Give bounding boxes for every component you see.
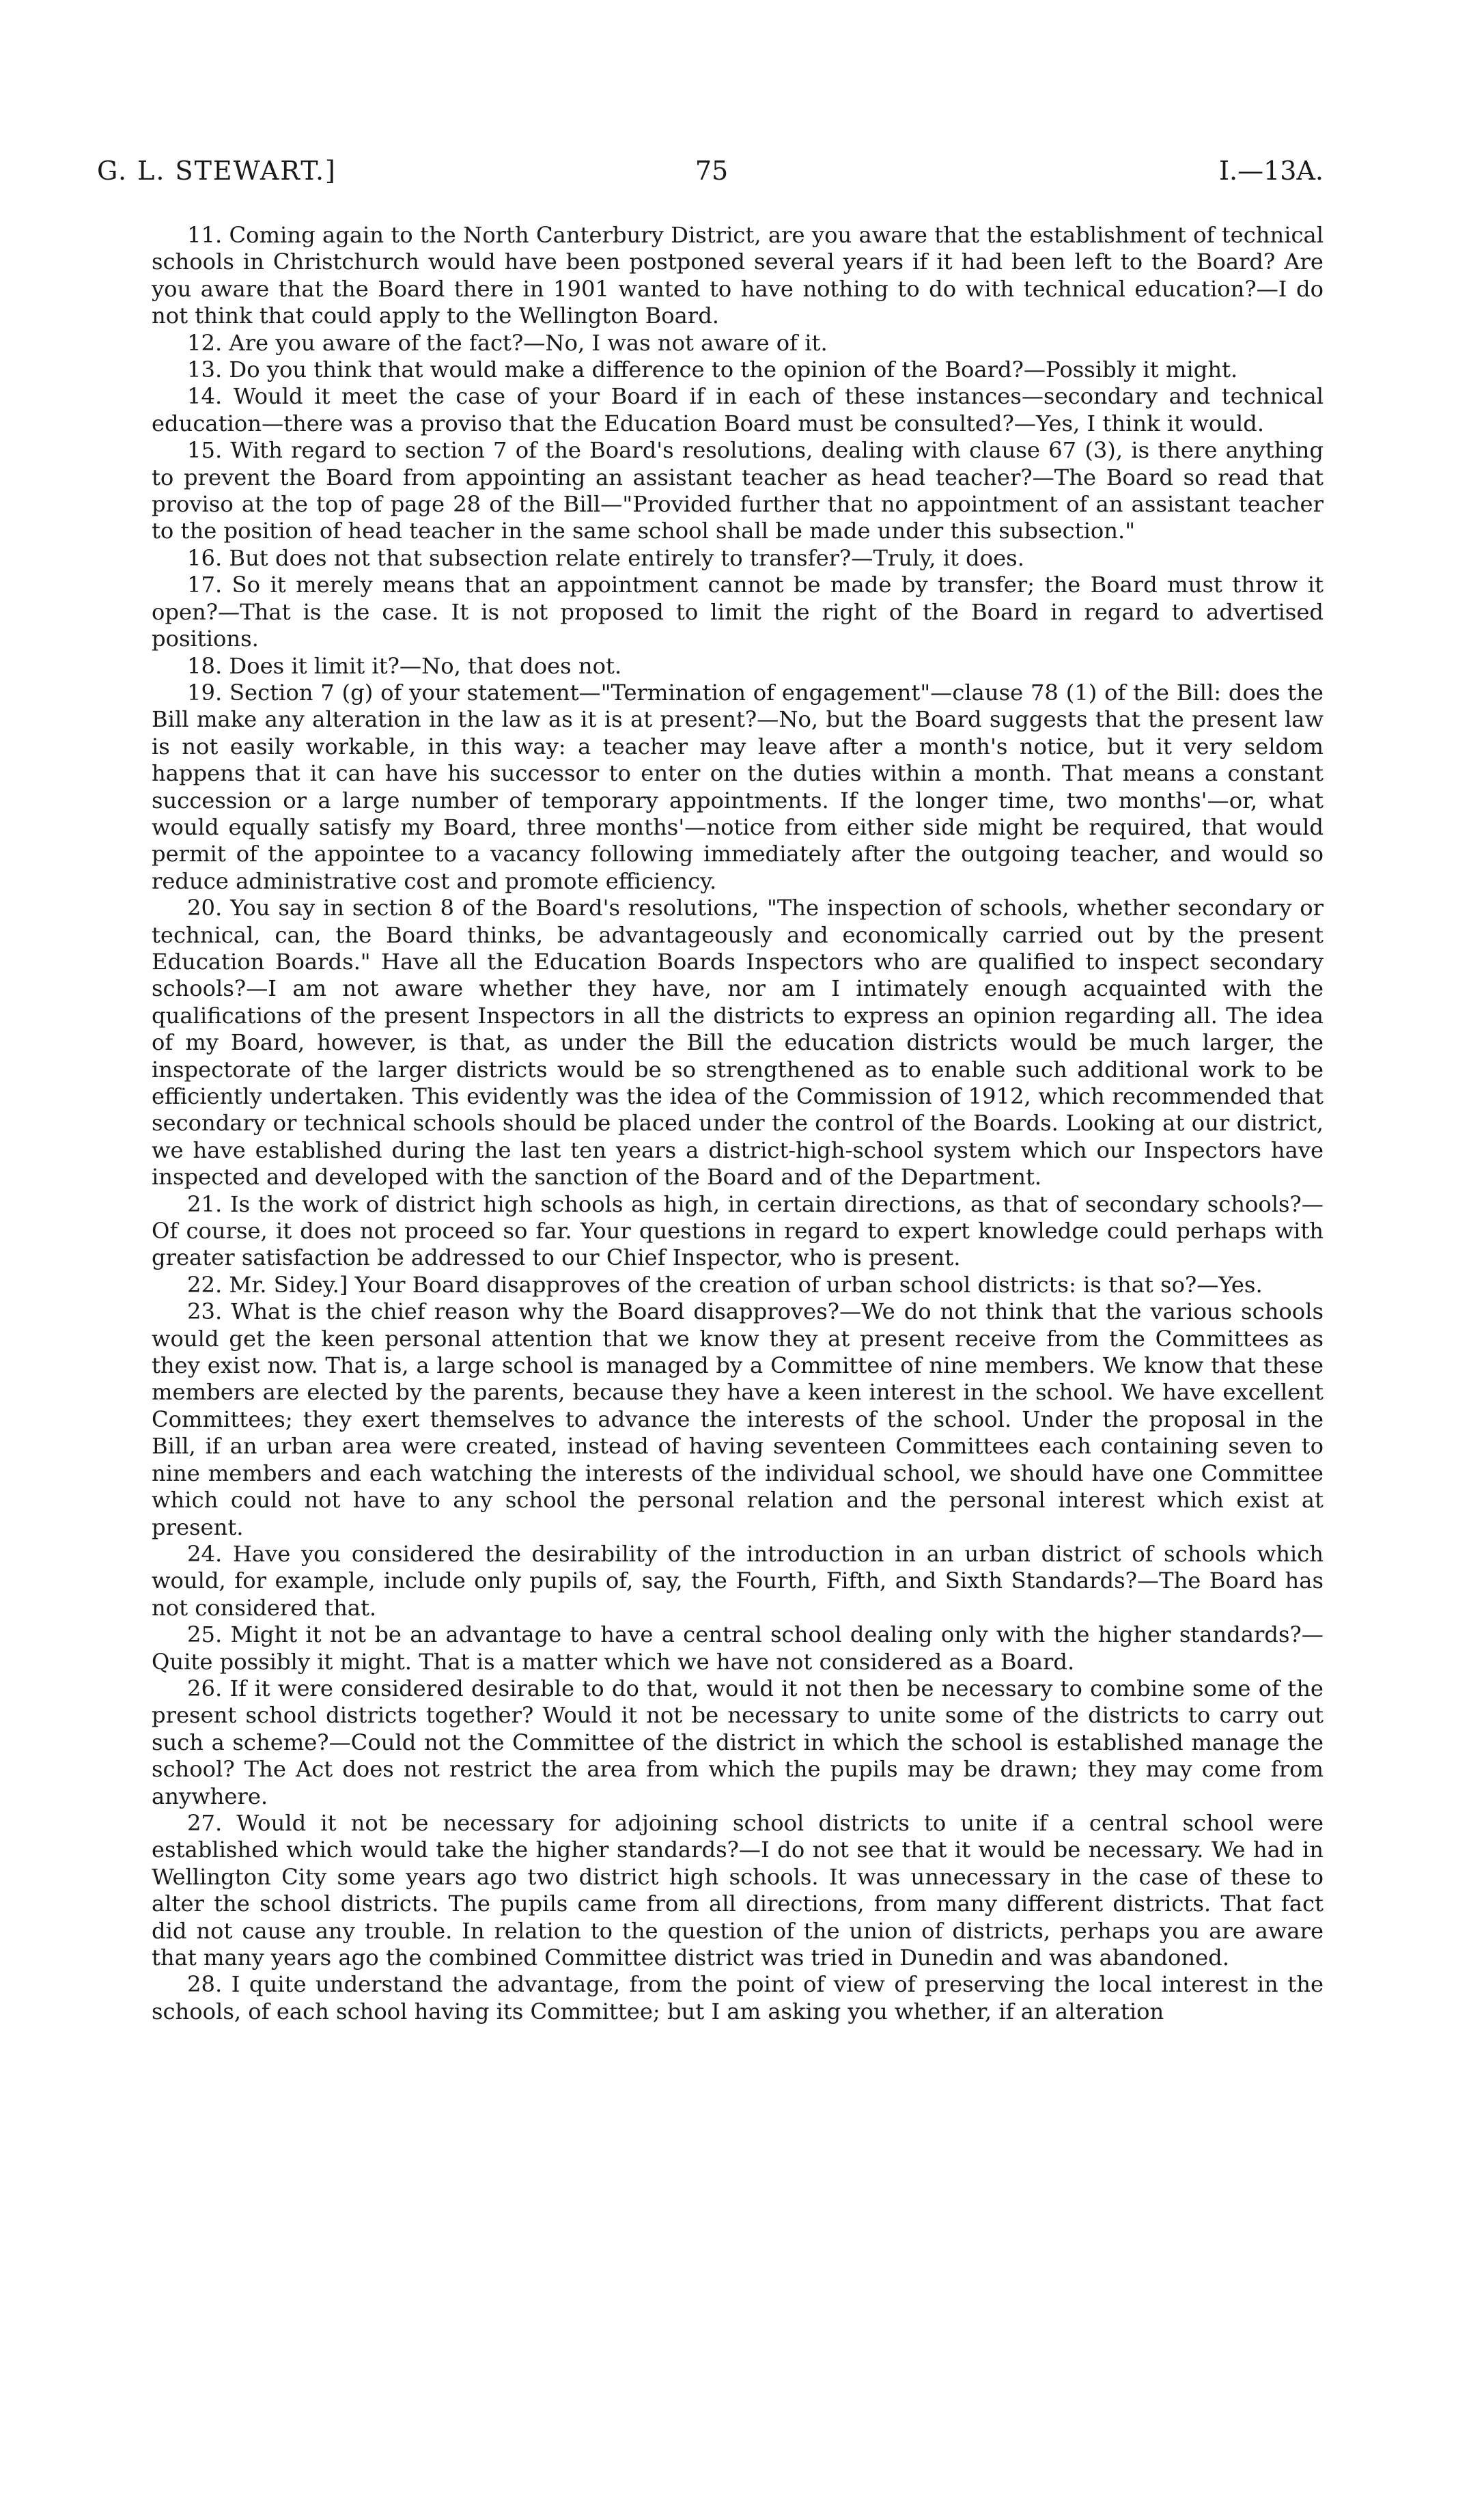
paragraph-11: 11. Coming again to the North Canterbury District, are you aware that the establishment of technical schools in Christchurch would have been postponed several years if it had been left to the Board? Are you aware that the Board there in 1901 wanted to have nothing to do with technical education?—I do not think that could apply to the Wellington Board.: [152, 222, 1324, 329]
paragraph-27: 27. Would it not be necessary for adjoining school districts to unite if a central school were established which would take the higher standards?—I do not see that it would be necessary. We had in Wellington City some years ago two district high schools. It was unnecessary in the case of these to alter the school districts. The pupils came from all directions, from many different districts. That fact did not cause any trouble. In relation to the question of the union of districts, perhaps you are aware that many years ago the combined Committee district was tried in Dunedin and was abandoned.: [152, 1809, 1324, 1970]
paragraph-24: 24. Have you considered the desirability of the introduction in an urban district of schools which would, for example, include only pupils of, say, the Fourth, Fifth, and Sixth Standards?—The Board has not considered that.: [152, 1540, 1324, 1621]
paragraph-28: 28. I quite understand the advantage, from the point of view of preserving the local interest in the schools, of each school having its Committee; but I am asking you whether, if an alteration: [152, 1971, 1324, 2024]
paragraph-15: 15. With regard to section 7 of the Board's resolutions, dealing with clause 67 (3), is there anything to prevent the Board from appointing an assistant teacher as head teacher?—The Board so read that proviso at the top of page 28 of the Bill—"Provided further that no appointment of an assistant teacher to the position of head teacher in the same school shall be made under this subsection.": [152, 437, 1324, 544]
paragraph-22: 22. Mr. Sidey.] Your Board disapproves of the creation of urban school districts: is that so?—Yes.: [187, 1271, 1263, 1298]
paragraph-13: 13. Do you think that would make a difference to the opinion of the Board?—Possibly it might.: [187, 357, 1238, 383]
paragraph-18: 18. Does it limit it?—No, that does not.: [187, 652, 622, 679]
paragraph-14: 14. Would it meet the case of your Board if in each of these instances—secondary and technical education—there was a proviso that the Education Board must be consulted?—Yes, I think it would.: [152, 383, 1324, 436]
paragraph-20: 20. You say in section 8 of the Board's resolutions, "The inspection of schools, whether secondary or technical, can, the Board thinks, be advantageously and economically carried out by the present Education Boards." Have all the Education Boards Inspectors who are qualified to inspect secondary schools?—I am not aware whether they have, nor am I intimately enough acquainted with the qualifications of the present Inspectors in all the districts to express an opinion regarding all. The idea of my Board, however, is that, as under the Bill the education districts would be much larger, the inspectorate of the larger districts would be so strengthened as to enable such additional work to be efficiently undertaken. This evidently was the idea of the Commission of 1912, which recommended that secondary or technical schools should be placed under the control of the Boards. Looking at our district, we have established during the last ten years a district-high-school system which our Inspectors have inspected and developed with the sanction of the Board and of the Department.: [152, 895, 1324, 1190]
page-number: 75: [695, 156, 729, 186]
paragraph-26: 26. If it were considered desirable to do that, would it not then be necessary to combine some of the present school districts together? Would it not be necessary to unite some of the districts to carry out such a scheme?—Could not the Committee of the district in which the school is established manage the school? The Act does not restrict the area from which the pupils may be drawn; they may come from anywhere.: [152, 1675, 1324, 1809]
header-witness-name: G. L. STEWART.]: [97, 156, 337, 186]
page-header: [97, 156, 1324, 197]
paragraph-17: 17. So it merely means that an appointment cannot be made by transfer; the Board must throw it open?—That is the case. It is not proposed to limit the right of the Board in regard to advertised positions.: [152, 572, 1324, 652]
paragraph-12: 12. Are you aware of the fact?—No, I was not aware of it.: [187, 329, 828, 356]
paragraph-19: 19. Section 7 (g) of your statement—"Termination of engagement"—clause 78 (1) of the Bill: does the Bill make any alteration in the law as it is at present?—No, but the Board suggests that the present law is not easily workable, in this way: a teacher may leave after a month's notice, but it very seldom happens that it can have his successor to enter on the duties within a month. That means a constant succession or a large number of temporary appointments. If the longer time, two months'—or, what would equally satisfy my Board, three months'—notice from either side might be required, that would permit of the appointee to a vacancy following immediately after the outgoing teacher, and would so reduce administrative cost and promote efficiency.: [152, 679, 1324, 894]
paragraph-21: 21. Is the work of district high schools as high, in certain directions, as that of secondary schools?—Of course, it does not proceed so far. Your questions in regard to expert knowledge could perhaps with greater satisfaction be addressed to our Chief Inspector, who is present.: [152, 1190, 1324, 1271]
document-reference: I.—13A.: [1219, 156, 1324, 186]
paragraph-25: 25. Might it not be an advantage to have a central school dealing only with the higher standards?—Quite possibly it might. That is a matter which we have not considered as a Board.: [152, 1621, 1324, 1675]
paragraph-16: 16. But does not that subsection relate entirely to transfer?—Truly, it does.: [187, 544, 1024, 571]
document-body: [152, 222, 1324, 2025]
paragraph-23: 23. What is the chief reason why the Board disapproves?—We do not think that the various schools would get the keen personal attention that we know they at present receive from the Committees as they exist now. That is, a large school is managed by a Committee of nine members. We know that these members are elected by the parents, because they have a keen interest in the school. We have excellent Committees; they exert themselves to advance the interests of the school. Under the proposal in the Bill, if an urban area were created, instead of having seventeen Committees each containing seven to nine members and each watching the interests of the individual school, we should have one Committee which could not have to any school the personal relation and the personal interest which exist at present.: [152, 1298, 1324, 1540]
